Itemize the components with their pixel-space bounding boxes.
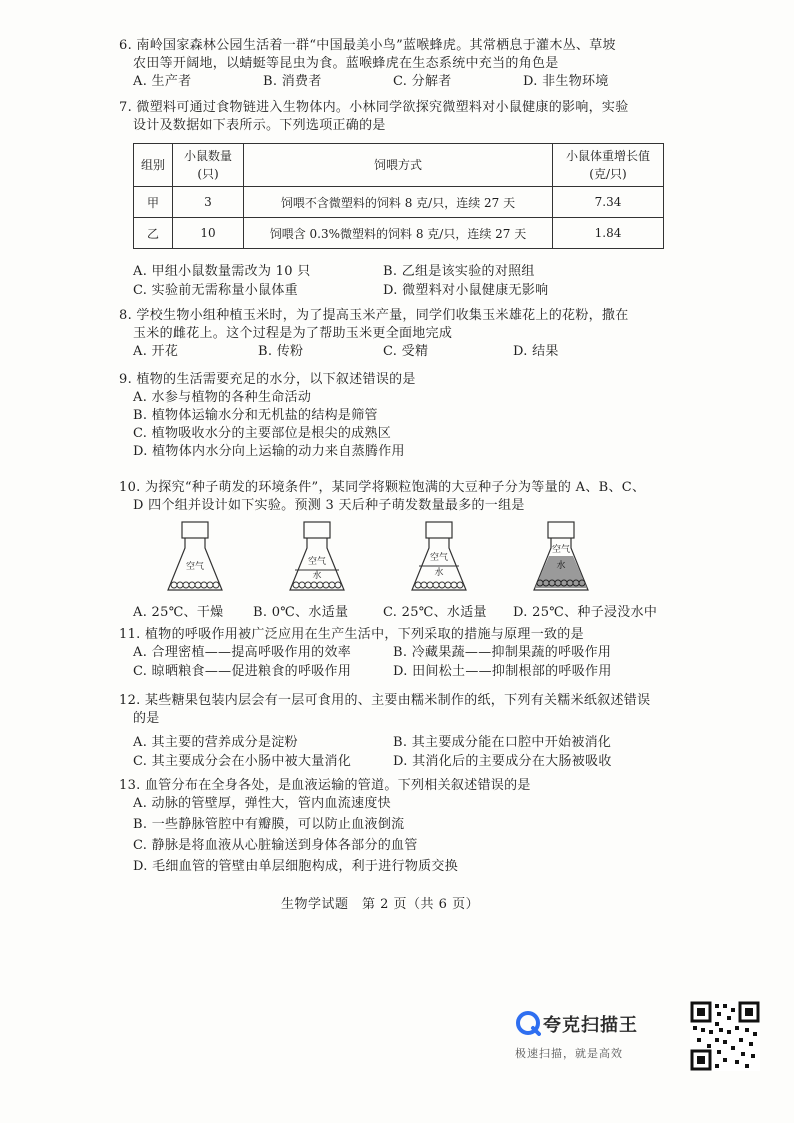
table-cell: 1.84 [553, 218, 664, 249]
option-d: D. 其消化后的主要成分在大肠被吸收 [393, 754, 612, 769]
option-b: B. 乙组是该实验的对照组 [383, 264, 535, 279]
option-c: C. 25℃、水适量 [383, 605, 487, 620]
table-header-row [134, 144, 664, 187]
option-d: D. 25℃、种子浸没水中 [513, 605, 658, 620]
question-7-options [119, 263, 679, 301]
flask-b-air-label: 空气 [307, 557, 327, 567]
option-b: B. 其主要成分能在口腔中开始被消化 [393, 735, 612, 750]
flask-d-water-label: 水 [556, 561, 566, 571]
table-header-cell: 组别 [134, 144, 173, 187]
question-6-options [119, 73, 679, 91]
question-8 [119, 307, 679, 361]
flask-c-water-label: 水 [434, 568, 444, 578]
option-b: B. 传粉 [258, 344, 304, 359]
question-8-line-2: 玉米的雌花上。这个过程是为了帮助玉米更全面地完成 [133, 326, 453, 341]
question-13-stem: 13. 血管分布在全身各处，是血液运输的管道。下列相关叙述错误的是 [119, 778, 531, 793]
option-a: A. 25℃、干燥 [133, 605, 224, 620]
table-cell: 乙 [134, 218, 173, 249]
option-b: B. 植物体运输水分和无机盐的结构是筛管 [133, 408, 378, 423]
table-cell: 3 [173, 187, 244, 218]
option-c: C. 植物吸收水分的主要部位是根尖的成熟区 [133, 426, 392, 441]
option-b: B. 0℃、水适量 [253, 605, 349, 620]
option-c: C. 受精 [383, 344, 429, 359]
scanner-logo-icon [515, 1010, 541, 1036]
option-a: A. 动脉的管壁厚，弹性大，管内血流速度快 [133, 796, 391, 811]
flask-a-air-label: 空气 [185, 562, 205, 572]
table-cell: 饲喂含 0.3%微塑料的饲料 8 克/只，连续 27 天 [244, 218, 553, 249]
table-row [134, 187, 664, 218]
question-10-options [119, 604, 679, 622]
option-c: C. 实验前无需称量小鼠体重 [133, 283, 298, 298]
option-a: A. 水参与植物的各种生命活动 [133, 390, 312, 405]
option-c: C. 其主要成分会在小肠中被大量消化 [133, 754, 352, 769]
question-6-line-2: 农田等开阔地，以蜻蜓等昆虫为食。蓝喉蜂虎在生态系统中充当的角色是 [133, 56, 559, 71]
option-c: C. 晾晒粮食——促进粮食的呼吸作用 [133, 664, 352, 679]
options-row [119, 604, 679, 622]
flask-d [534, 522, 588, 590]
experiment-table [133, 143, 664, 249]
flask-d-air-label: 空气 [551, 545, 571, 555]
question-12-line-2: 的是 [133, 711, 160, 726]
question-10-line-1: 10. 为探究“种子萌发的环境条件”，某同学将颗粒饱满的大豆种子分为等量的 A、B、C、 [119, 480, 646, 495]
options-row [119, 734, 679, 753]
options-row [119, 663, 679, 682]
options-row [119, 644, 679, 663]
question-8-options [119, 343, 679, 361]
scanner-brand-name: 夸克扫描王 [543, 1015, 638, 1036]
table-cell: 甲 [134, 187, 173, 218]
question-7-line-2: 设计及数据如下表所示。下列选项正确的是 [133, 118, 386, 133]
table-row [134, 218, 664, 249]
question-8-line-1: 8. 学校生物小组种植玉米时，为了提高玉米产量，同学们收集玉米雄花上的花粉，撒在 [119, 308, 629, 323]
flask-a [168, 522, 222, 590]
option-b: B. 冷藏果蔬——抑制果蔬的呼吸作用 [393, 645, 612, 660]
question-6-line-1: 6. 南岭国家森林公园生活着一群“中国最美小鸟”蓝喉蜂虎。其常栖息于灌木丛、草坡 [119, 38, 616, 53]
flask-c-air-label: 空气 [429, 553, 449, 563]
seed-germination-flasks [160, 520, 590, 600]
question-10 [119, 479, 679, 515]
table-cell: 饲喂不含微塑料的饲料 8 克/只，连续 27 天 [244, 187, 553, 218]
table-header-cell: 饲喂方式 [244, 144, 553, 187]
option-a: A. 开花 [133, 344, 179, 359]
option-a: A. 合理密植——提高呼吸作用的效率 [133, 645, 352, 660]
option-d: D. 结果 [513, 344, 559, 359]
table-cell: 10 [173, 218, 244, 249]
page-footer: 生物学试题 第 2 页（共 6 页） [281, 897, 480, 912]
question-7-line-1: 7. 微塑料可通过食物链进入生物体内。小林同学欲探究微塑料对小鼠健康的影响，实验 [119, 100, 629, 115]
question-12 [119, 692, 679, 772]
option-a: A. 甲组小鼠数量需改为 10 只 [133, 264, 311, 279]
option-d: D. 植物体内水分向上运输的动力来自蒸腾作用 [133, 444, 405, 459]
question-9 [119, 371, 679, 461]
option-c: C. 静脉是将血液从心脏输送到身体各部分的血管 [133, 838, 418, 853]
scanner-brand-slogan: 极速扫描，就是高效 [515, 1047, 623, 1060]
question-11-stem: 11. 植物的呼吸作用被广泛应用在生产生活中，下列采取的措施与原理一致的是 [119, 627, 584, 642]
table-header-cell: 小鼠数量 (只) [173, 144, 244, 187]
option-a: A. 其主要的营养成分是淀粉 [133, 735, 298, 750]
table-cell: 7.34 [553, 187, 664, 218]
option-d: D. 田间松土——抑制根部的呼吸作用 [393, 664, 612, 679]
question-13 [119, 777, 679, 879]
table-header-cell: 小鼠体重增长值 (克/只) [553, 144, 664, 187]
option-d: D. 微塑料对小鼠健康无影响 [383, 283, 549, 298]
option-c: C. 分解者 [393, 74, 452, 89]
question-11 [119, 626, 679, 682]
options-row [119, 753, 679, 772]
question-7 [119, 99, 679, 135]
question-10-line-2: D 四个组并设计如下实验。预测 3 天后种子萌发数量最多的一组是 [133, 498, 525, 513]
option-a: A. 生产者 [133, 74, 192, 89]
options-row [119, 282, 679, 301]
option-d: D. 非生物环境 [523, 74, 609, 89]
qr-code-icon [690, 1001, 760, 1071]
option-d: D. 毛细血管的管壁由单层细胞构成，利于进行物质交换 [133, 859, 459, 874]
question-6 [119, 37, 679, 91]
question-12-line-1: 12. 某些糖果包装内层会有一层可食用的、主要由糯米制作的纸，下列有关糯米纸叙述错误 [119, 693, 651, 708]
flask-c [412, 522, 466, 590]
option-b: B. 一些静脉管腔中有瓣膜，可以防止血液倒流 [133, 817, 405, 832]
question-9-stem: 9. 植物的生活需要充足的水分，以下叙述错误的是 [119, 372, 416, 387]
option-b: B. 消费者 [263, 74, 322, 89]
flask-b-water-label: 水 [312, 571, 322, 581]
flask-b [290, 522, 344, 590]
options-row [119, 263, 679, 282]
